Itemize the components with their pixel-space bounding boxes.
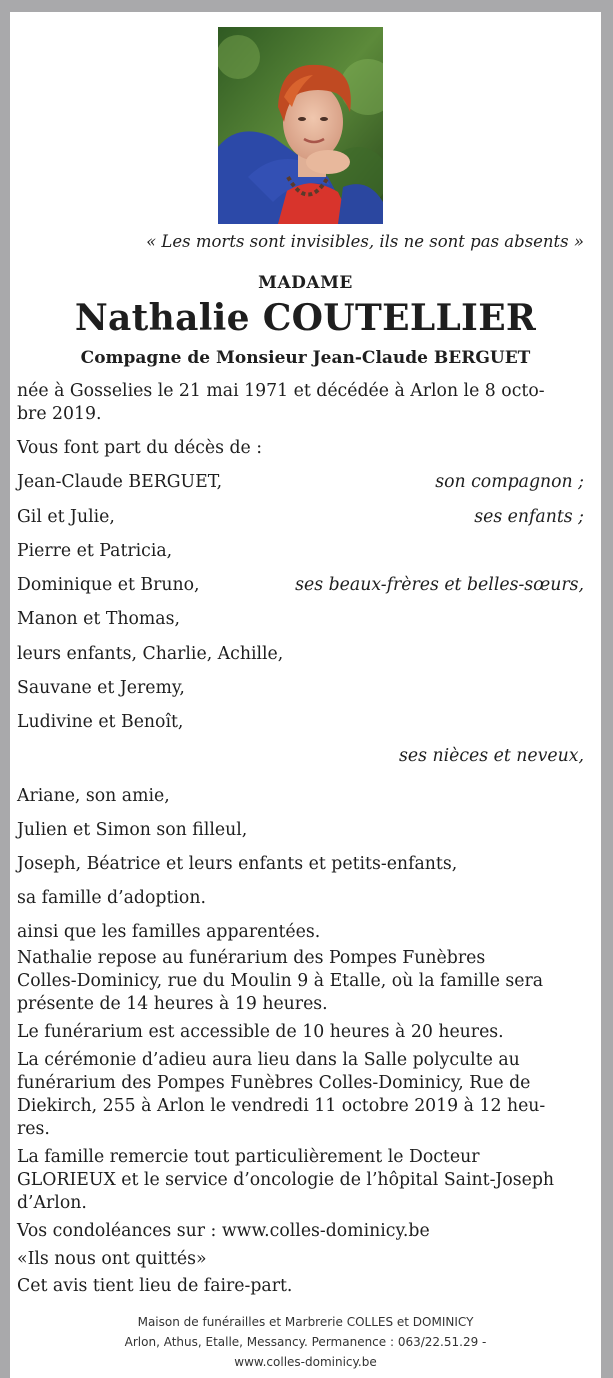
- body-line: Cet avis tient lieu de faire-part.: [17, 1276, 293, 1296]
- portrait-photo: [218, 27, 383, 224]
- birth-death-line: née à Gosselies le 21 mai 1971 et décédée à Arlon le 8 octo-: [17, 381, 545, 401]
- family-other: Ariane, son amie,: [17, 786, 170, 806]
- body-line: GLORIEUX et le service d’oncologie de l’hôpital Saint-Joseph: [17, 1170, 555, 1190]
- family-sibling: Pierre et Patricia,: [17, 541, 173, 561]
- epitaph-quote: « Les morts sont invisibles, ils ne sont pas absents »: [146, 232, 584, 251]
- family-other: Julien et Simon son filleul,: [17, 820, 248, 840]
- honorific: MADAME: [258, 273, 353, 293]
- birth-death-line: bre 2019.: [17, 404, 102, 424]
- family-nephew: Ludivine et Benoît,: [17, 712, 184, 732]
- family-other: Joseph, Béatrice et leurs enfants et petits-enfants,: [17, 854, 458, 874]
- body-line: La cérémonie d’adieu aura lieu dans la Salle polyculte au: [17, 1050, 520, 1070]
- family-nephew: Manon et Thomas,: [17, 609, 180, 629]
- obituary-card: [10, 12, 601, 1378]
- body-line: res.: [17, 1119, 50, 1139]
- funeral-home-footer: [10, 1312, 601, 1372]
- family-siblings-role: ses beaux-frères et belles-sœurs,: [295, 575, 584, 595]
- deceased-name: Nathalie COUTELLIER: [74, 297, 537, 339]
- body-line: présente de 14 heures à 19 heures.: [17, 994, 328, 1014]
- family-children-role: ses enfants ;: [474, 507, 584, 527]
- body-line: «Ils nous ont quittés»: [17, 1249, 207, 1269]
- condolences-line: Vos condoléances sur : www.colles-dominicy.be: [17, 1221, 430, 1241]
- family-nephew: Sauvane et Jeremy,: [17, 678, 185, 698]
- family-other: sa famille d’adoption.: [17, 888, 206, 908]
- family-nephews-role: ses nièces et neveux,: [399, 746, 584, 766]
- family-children: Gil et Julie,: [17, 507, 115, 527]
- footer-line: Maison de funérailles et Marbrerie COLLES et DOMINICY: [137, 1315, 474, 1329]
- body-line: Diekirch, 255 à Arlon le vendredi 11 octobre 2019 à 12 heu-: [17, 1096, 546, 1116]
- body-line: ainsi que les familles apparentées.: [17, 922, 321, 942]
- family-nephew: leurs enfants, Charlie, Achille,: [17, 644, 284, 664]
- announcement: Vous font part du décès de :: [17, 438, 263, 458]
- body-line: Colles-Dominicy, rue du Moulin 9 à Etalle, où la famille sera: [17, 971, 544, 991]
- body-line: Nathalie repose au funérarium des Pompes Funèbres: [17, 948, 486, 968]
- family-partner: Jean-Claude BERGUET,: [17, 472, 223, 492]
- body-line: Le funérarium est accessible de 10 heures à 20 heures.: [17, 1022, 504, 1042]
- body-line: La famille remercie tout particulièrement le Docteur: [17, 1147, 480, 1167]
- body-line: d’Arlon.: [17, 1193, 87, 1213]
- footer-website: www.colles-dominicy.be: [234, 1355, 377, 1369]
- family-partner-role: son compagnon ;: [435, 472, 584, 492]
- companion-line: Compagne de Monsieur Jean-Claude BERGUET: [80, 348, 531, 368]
- footer-line: Arlon, Athus, Etalle, Messancy. Permanence : 063/22.51.29 -: [124, 1335, 487, 1349]
- body-line: funérarium des Pompes Funèbres Colles-Dominicy, Rue de: [17, 1073, 531, 1093]
- family-sibling: Dominique et Bruno,: [17, 575, 200, 595]
